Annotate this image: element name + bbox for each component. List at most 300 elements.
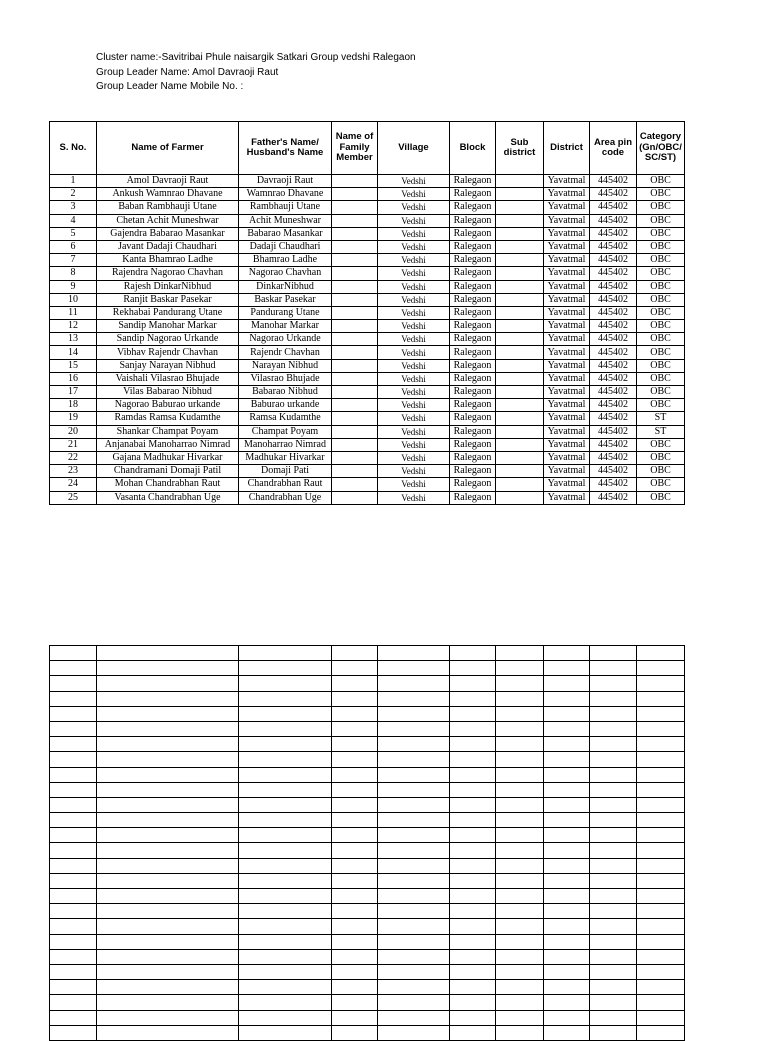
blank-cell — [590, 1010, 637, 1025]
sub-district-cell — [496, 175, 544, 188]
father-name-cell: Bhamrao Ladhe — [239, 254, 332, 267]
family-member-cell — [332, 491, 378, 504]
district-cell: Yavatmal — [544, 386, 590, 399]
blank-cell — [544, 737, 590, 752]
village-cell: Vedshi — [378, 359, 450, 372]
blank-cell — [637, 995, 685, 1010]
blank-cell — [450, 964, 496, 979]
category-cell: OBC — [637, 372, 685, 385]
blank-cell — [97, 676, 239, 691]
blank-cell — [239, 813, 332, 828]
blank-cell — [450, 646, 496, 661]
village-cell: Vedshi — [378, 438, 450, 451]
table-row — [50, 214, 685, 227]
blank-cell — [450, 752, 496, 767]
blank-cell — [544, 889, 590, 904]
pin-code-cell: 445402 — [590, 188, 637, 201]
blank-cell — [496, 767, 544, 782]
pin-code-cell: 445402 — [590, 267, 637, 280]
blank-cell — [544, 1025, 590, 1040]
farmer-name-cell: Rekhabai Pandurang Utane — [97, 306, 239, 319]
family-member-cell — [332, 320, 378, 333]
blank-cell — [239, 843, 332, 858]
sub-district-cell — [496, 306, 544, 319]
blank-cell — [590, 721, 637, 736]
blank-cell — [637, 797, 685, 812]
blank-cell — [239, 904, 332, 919]
blank-cell — [97, 934, 239, 949]
blank-row — [50, 980, 685, 995]
serial-no-cell: 25 — [50, 491, 97, 504]
pin-code-cell: 445402 — [590, 214, 637, 227]
blank-cell — [450, 1010, 496, 1025]
table-row — [50, 451, 685, 464]
blank-cell — [450, 767, 496, 782]
pin-code-cell: 445402 — [590, 201, 637, 214]
serial-no-cell: 19 — [50, 412, 97, 425]
blank-row — [50, 813, 685, 828]
pin-code-cell: 445402 — [590, 438, 637, 451]
blank-cell — [544, 873, 590, 888]
district-cell: Yavatmal — [544, 214, 590, 227]
blank-cell — [496, 1025, 544, 1040]
blank-cell — [239, 737, 332, 752]
blank-cell — [544, 934, 590, 949]
blank-cell — [450, 934, 496, 949]
blank-cell — [496, 889, 544, 904]
blank-cell — [239, 691, 332, 706]
blank-cell — [496, 676, 544, 691]
sub-district-cell — [496, 465, 544, 478]
blank-cell — [332, 661, 378, 676]
blank-cell — [378, 782, 450, 797]
blank-cell — [450, 889, 496, 904]
blank-cell — [332, 1010, 378, 1025]
blank-cell — [496, 980, 544, 995]
village-cell: Vedshi — [378, 412, 450, 425]
serial-no-cell: 5 — [50, 227, 97, 240]
family-member-cell — [332, 293, 378, 306]
pin-code-cell: 445402 — [590, 175, 637, 188]
blank-cell — [590, 964, 637, 979]
blank-cell — [50, 873, 97, 888]
blank-cell — [496, 1010, 544, 1025]
farmer-rows — [50, 175, 685, 505]
district-cell: Yavatmal — [544, 293, 590, 306]
sub-district-cell — [496, 412, 544, 425]
blank-cell — [97, 949, 239, 964]
pin-code-cell: 445402 — [590, 425, 637, 438]
village-cell: Vedshi — [378, 240, 450, 253]
category-cell: OBC — [637, 306, 685, 319]
pin-code-cell: 445402 — [590, 491, 637, 504]
blank-cell — [590, 919, 637, 934]
blank-cell — [332, 752, 378, 767]
district-cell: Yavatmal — [544, 254, 590, 267]
blank-cell — [378, 995, 450, 1010]
family-member-cell — [332, 451, 378, 464]
table-row — [50, 399, 685, 412]
blank-cell — [590, 995, 637, 1010]
blank-cell — [332, 858, 378, 873]
blank-cell — [239, 646, 332, 661]
blank-cell — [450, 691, 496, 706]
blank-row — [50, 873, 685, 888]
farmer-name-cell: Shankar Champat Poyam — [97, 425, 239, 438]
blank-cell — [378, 813, 450, 828]
blank-cell — [450, 1025, 496, 1040]
blank-cell — [637, 980, 685, 995]
blank-cell — [637, 904, 685, 919]
blank-cell — [544, 858, 590, 873]
blank-cell — [544, 767, 590, 782]
blank-cell — [450, 676, 496, 691]
farmer-name-cell: Ramdas Ramsa Kudamthe — [97, 412, 239, 425]
blank-cell — [496, 691, 544, 706]
blank-cell — [97, 873, 239, 888]
blank-cell — [97, 828, 239, 843]
blank-cell — [97, 919, 239, 934]
sub-district-cell — [496, 372, 544, 385]
block-cell: Ralegaon — [450, 451, 496, 464]
blank-cell — [50, 691, 97, 706]
category-cell: OBC — [637, 188, 685, 201]
blank-cell — [50, 949, 97, 964]
blank-cell — [590, 661, 637, 676]
blank-row — [50, 721, 685, 736]
sub-district-cell — [496, 227, 544, 240]
blank-row — [50, 889, 685, 904]
category-cell: OBC — [637, 240, 685, 253]
blank-cell — [332, 691, 378, 706]
sub-district-cell — [496, 333, 544, 346]
pin-code-cell: 445402 — [590, 465, 637, 478]
farmer-name-cell: Ranjit Baskar Pasekar — [97, 293, 239, 306]
pin-code-cell: 445402 — [590, 293, 637, 306]
father-name-cell: Domaji Pati — [239, 465, 332, 478]
category-cell: OBC — [637, 451, 685, 464]
blank-cell — [544, 691, 590, 706]
blank-cell — [332, 721, 378, 736]
farmer-name-cell: Vibhav Rajendr Chavhan — [97, 346, 239, 359]
blank-cell — [590, 676, 637, 691]
blank-cell — [50, 904, 97, 919]
blank-cell — [378, 843, 450, 858]
blank-cell — [97, 889, 239, 904]
district-cell: Yavatmal — [544, 240, 590, 253]
blank-cell — [239, 964, 332, 979]
table-row — [50, 346, 685, 359]
blank-cell — [378, 889, 450, 904]
blank-cell — [239, 676, 332, 691]
sub-district-cell — [496, 359, 544, 372]
farmer-name-cell: Sandip Nagorao Urkande — [97, 333, 239, 346]
farmer-name-cell: Rajesh DinkarNibhud — [97, 280, 239, 293]
sub-district-cell — [496, 188, 544, 201]
header-district: District — [544, 122, 590, 175]
pin-code-cell: 445402 — [590, 254, 637, 267]
farmer-name-cell: Chandramani Domaji Patil — [97, 465, 239, 478]
blank-cell — [450, 828, 496, 843]
family-member-cell — [332, 227, 378, 240]
pin-code-cell: 445402 — [590, 320, 637, 333]
district-cell: Yavatmal — [544, 359, 590, 372]
block-cell: Ralegaon — [450, 267, 496, 280]
father-name-cell: Babarao Nibhud — [239, 386, 332, 399]
sub-district-cell — [496, 386, 544, 399]
blank-cell — [239, 752, 332, 767]
blank-row — [50, 752, 685, 767]
blank-cell — [50, 797, 97, 812]
blank-cell — [50, 737, 97, 752]
blank-cell — [332, 706, 378, 721]
table-row — [50, 438, 685, 451]
serial-no-cell: 21 — [50, 438, 97, 451]
serial-no-cell: 15 — [50, 359, 97, 372]
blank-cell — [590, 797, 637, 812]
blank-cell — [590, 752, 637, 767]
category-cell: OBC — [637, 320, 685, 333]
blank-cell — [50, 661, 97, 676]
serial-no-cell: 16 — [50, 372, 97, 385]
blank-cell — [496, 797, 544, 812]
block-cell: Ralegaon — [450, 227, 496, 240]
blank-row — [50, 919, 685, 934]
table-row — [50, 175, 685, 188]
blank-cell — [50, 1025, 97, 1040]
family-member-cell — [332, 254, 378, 267]
table-row — [50, 227, 685, 240]
blank-cell — [50, 813, 97, 828]
block-cell: Ralegaon — [450, 478, 496, 491]
family-member-cell — [332, 438, 378, 451]
category-cell: OBC — [637, 438, 685, 451]
blank-cell — [637, 889, 685, 904]
district-cell: Yavatmal — [544, 372, 590, 385]
family-member-cell — [332, 175, 378, 188]
blank-cell — [332, 646, 378, 661]
blank-row — [50, 1010, 685, 1025]
farmer-name-cell: Mohan Chandrabhan Raut — [97, 478, 239, 491]
farmer-table — [49, 121, 685, 505]
header-father-husband-name: Father's Name/ Husband's Name — [239, 122, 332, 175]
blank-cell — [450, 919, 496, 934]
header-block: Block — [450, 122, 496, 175]
blank-cell — [239, 661, 332, 676]
blank-cell — [544, 949, 590, 964]
father-name-cell: Davraoji Raut — [239, 175, 332, 188]
blank-cell — [637, 919, 685, 934]
blank-rows — [50, 646, 685, 1041]
district-cell: Yavatmal — [544, 451, 590, 464]
category-cell: OBC — [637, 267, 685, 280]
blank-cell — [450, 797, 496, 812]
blank-cell — [378, 873, 450, 888]
category-cell: ST — [637, 425, 685, 438]
blank-cell — [378, 934, 450, 949]
blank-cell — [544, 995, 590, 1010]
table-row — [50, 372, 685, 385]
blank-cell — [590, 828, 637, 843]
blank-cell — [332, 843, 378, 858]
father-name-cell: Babarao Masankar — [239, 227, 332, 240]
serial-no-cell: 4 — [50, 214, 97, 227]
family-member-cell — [332, 280, 378, 293]
family-member-cell — [332, 399, 378, 412]
header-village: Village — [378, 122, 450, 175]
family-member-cell — [332, 346, 378, 359]
father-name-cell: Narayan Nibhud — [239, 359, 332, 372]
blank-cell — [637, 828, 685, 843]
blank-cell — [450, 995, 496, 1010]
blank-cell — [239, 721, 332, 736]
village-cell: Vedshi — [378, 293, 450, 306]
district-cell: Yavatmal — [544, 425, 590, 438]
blank-cell — [450, 813, 496, 828]
sub-district-cell — [496, 240, 544, 253]
serial-no-cell: 11 — [50, 306, 97, 319]
blank-cell — [450, 737, 496, 752]
block-cell: Ralegaon — [450, 201, 496, 214]
blank-cell — [637, 934, 685, 949]
table-row — [50, 306, 685, 319]
serial-no-cell: 22 — [50, 451, 97, 464]
blank-cell — [97, 767, 239, 782]
blank-cell — [637, 1025, 685, 1040]
village-cell: Vedshi — [378, 478, 450, 491]
district-cell: Yavatmal — [544, 306, 590, 319]
family-member-cell — [332, 425, 378, 438]
header-pin-code: Area pin code — [590, 122, 637, 175]
blank-cell — [590, 767, 637, 782]
blank-cell — [239, 828, 332, 843]
blank-row — [50, 661, 685, 676]
family-member-cell — [332, 478, 378, 491]
blank-cell — [239, 797, 332, 812]
sub-district-cell — [496, 280, 544, 293]
table-row — [50, 465, 685, 478]
blank-cell — [239, 980, 332, 995]
block-cell: Ralegaon — [450, 293, 496, 306]
blank-cell — [637, 767, 685, 782]
serial-no-cell: 3 — [50, 201, 97, 214]
blank-cell — [590, 904, 637, 919]
blank-row — [50, 858, 685, 873]
farmer-name-cell: Rajendra Nagorao Chavhan — [97, 267, 239, 280]
header-category: Category (Gn/OBC/ SC/ST) — [637, 122, 685, 175]
blank-cell — [332, 904, 378, 919]
sub-district-cell — [496, 399, 544, 412]
blank-cell — [450, 721, 496, 736]
table-header-row — [50, 122, 685, 175]
family-member-cell — [332, 240, 378, 253]
table-row — [50, 478, 685, 491]
father-name-cell: Nagorao Chavhan — [239, 267, 332, 280]
blank-row — [50, 1025, 685, 1040]
blank-cell — [544, 904, 590, 919]
village-cell: Vedshi — [378, 465, 450, 478]
serial-no-cell: 24 — [50, 478, 97, 491]
group-leader-name: Group Leader Name: Amol Davraoji Raut — [96, 66, 279, 78]
blank-cell — [637, 1010, 685, 1025]
blank-cell — [590, 706, 637, 721]
sub-district-cell — [496, 320, 544, 333]
category-cell: OBC — [637, 465, 685, 478]
farmer-name-cell: Nagorao Baburao urkande — [97, 399, 239, 412]
blank-cell — [450, 904, 496, 919]
blank-cell — [637, 706, 685, 721]
blank-cell — [450, 706, 496, 721]
farmer-name-cell: Vasanta Chandrabhan Uge — [97, 491, 239, 504]
village-cell: Vedshi — [378, 451, 450, 464]
blank-row — [50, 782, 685, 797]
district-cell: Yavatmal — [544, 399, 590, 412]
farmer-name-cell: Gajendra Babarao Masankar — [97, 227, 239, 240]
sub-district-cell — [496, 491, 544, 504]
category-cell: OBC — [637, 254, 685, 267]
blank-cell — [590, 782, 637, 797]
family-member-cell — [332, 359, 378, 372]
farmer-name-cell: Sandip Manohar Markar — [97, 320, 239, 333]
blank-row — [50, 949, 685, 964]
blank-cell — [378, 858, 450, 873]
category-cell: OBC — [637, 399, 685, 412]
sub-district-cell — [496, 425, 544, 438]
farmer-name-cell: Ankush Wamnrao Dhavane — [97, 188, 239, 201]
blank-cell — [50, 767, 97, 782]
blank-cell — [332, 873, 378, 888]
blank-cell — [97, 661, 239, 676]
blank-cell — [50, 676, 97, 691]
blank-cell — [544, 919, 590, 934]
blank-cell — [496, 828, 544, 843]
blank-row — [50, 828, 685, 843]
blank-cell — [239, 782, 332, 797]
father-name-cell: DinkarNibhud — [239, 280, 332, 293]
district-cell: Yavatmal — [544, 175, 590, 188]
blank-cell — [637, 873, 685, 888]
farmer-name-cell: Vaishali Vilasrao Bhujade — [97, 372, 239, 385]
blank-cell — [590, 858, 637, 873]
blank-cell — [378, 691, 450, 706]
blank-cell — [544, 721, 590, 736]
blank-cell — [332, 889, 378, 904]
blank-cell — [590, 843, 637, 858]
father-name-cell: Madhukar Hivarkar — [239, 451, 332, 464]
village-cell: Vedshi — [378, 280, 450, 293]
village-cell: Vedshi — [378, 386, 450, 399]
blank-cell — [332, 964, 378, 979]
father-name-cell: Chandrabhan Uge — [239, 491, 332, 504]
family-member-cell — [332, 465, 378, 478]
district-cell: Yavatmal — [544, 201, 590, 214]
blank-cell — [97, 995, 239, 1010]
blank-row — [50, 904, 685, 919]
block-cell: Ralegaon — [450, 491, 496, 504]
blank-cell — [450, 949, 496, 964]
blank-cell — [97, 964, 239, 979]
blank-cell — [378, 964, 450, 979]
serial-no-cell: 1 — [50, 175, 97, 188]
blank-cell — [332, 737, 378, 752]
blank-row — [50, 676, 685, 691]
blank-cell — [496, 873, 544, 888]
blank-cell — [496, 646, 544, 661]
block-cell: Ralegaon — [450, 320, 496, 333]
category-cell: OBC — [637, 201, 685, 214]
blank-cell — [239, 1025, 332, 1040]
family-member-cell — [332, 386, 378, 399]
